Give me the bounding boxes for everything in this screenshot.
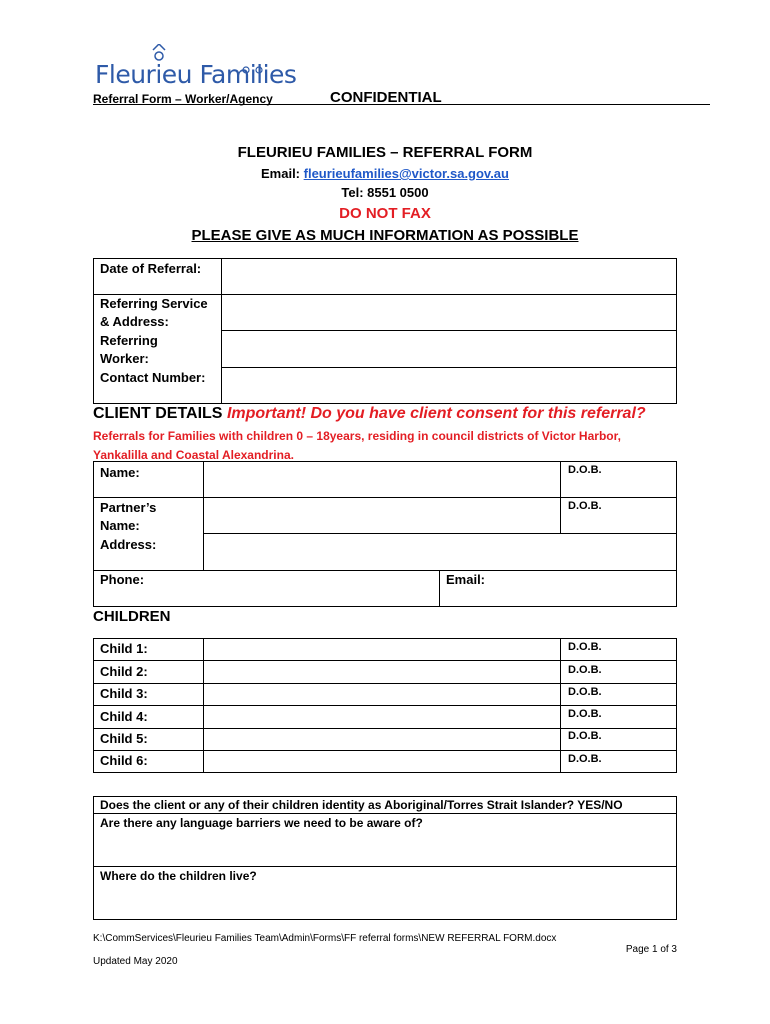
instructions: PLEASE GIVE AS MUCH INFORMATION AS POSSIBLE [191, 227, 579, 244]
contact-number-label: Contact Number: [100, 370, 206, 385]
date-of-referral-field[interactable] [222, 259, 676, 294]
client-phone-divider [439, 570, 440, 607]
aboriginal-question: Does the client or any of their children identity as Aboriginal/Torres Strait Islander? YES/NO [100, 798, 623, 812]
child-5-field[interactable] [204, 729, 559, 750]
child-3-dob-label: D.O.B. [568, 686, 602, 698]
updated-date: Updated May 2020 [93, 956, 178, 967]
language-answer-field[interactable] [94, 832, 676, 866]
child-4-field[interactable] [204, 706, 559, 728]
referring-service-label-1: Referring Service [100, 296, 208, 311]
client-email-label: Email: [446, 572, 486, 587]
client-name-field[interactable] [204, 462, 559, 497]
confidential-label: CONFIDENTIAL [330, 89, 442, 106]
child-4-label: Child 4: [100, 709, 148, 724]
page-number: Page 1 of 3 [625, 944, 677, 955]
children-live-field[interactable] [94, 886, 676, 919]
email-line [0, 166, 770, 181]
child-3-field[interactable] [204, 684, 559, 705]
email-label: Email: [261, 166, 301, 181]
tel-line: Tel: 8551 0500 [341, 185, 429, 200]
child-4-dob-label: D.O.B. [568, 708, 602, 720]
form-type: Referral Form – Worker/Agency [93, 92, 273, 106]
logo [93, 44, 298, 90]
child-3-label: Child 3: [100, 686, 148, 701]
referring-worker-field[interactable] [222, 331, 676, 367]
partner-name-label-2: Name: [100, 518, 140, 533]
contact-number-field[interactable] [222, 368, 676, 403]
child-2-field[interactable] [204, 661, 559, 683]
client-details-title: CLIENT DETAILS [93, 405, 223, 422]
consent-warning: Important! Do you have client consent for this referral? [226, 405, 646, 422]
partner-name-label-1: Partner’s [100, 500, 157, 515]
child-6-dob-label: D.O.B. [568, 753, 602, 765]
date-of-referral-label: Date of Referral: [100, 261, 202, 276]
client-name-label: Name: [100, 465, 140, 480]
eligibility-note: Referrals for Families with children 0 – 18years, residing in council districts of Victor Harbor, Yankalilla and Coastal Alexandrina. [93, 429, 621, 462]
child-2-dob-label: D.O.B. [568, 664, 602, 676]
page-title: FLEURIEU FAMILIES – REFERRAL FORM [237, 144, 533, 161]
partner-dob-label: D.O.B. [568, 500, 602, 512]
language-question: Are there any language barriers we need to be aware of? [100, 816, 423, 830]
referring-service-label-2: & Address: [100, 314, 169, 329]
client-details-heading [93, 405, 646, 423]
partner-name-field[interactable] [204, 498, 559, 533]
child-5-dob-label: D.O.B. [568, 730, 602, 742]
address-field[interactable] [204, 534, 676, 570]
referring-worker-label-2: Worker: [100, 351, 149, 366]
child-5-label: Child 5: [100, 731, 148, 746]
child-1-label: Child 1: [100, 641, 148, 656]
children-live-question: Where do the children live? [100, 869, 257, 883]
logo-text: Fleurieu Families [95, 60, 297, 89]
do-not-fax: DO NOT FAX [339, 205, 431, 222]
referring-service-field[interactable] [222, 295, 676, 330]
file-path: K:\CommServices\Fleurieu Families Team\Admin\Forms\FF referral forms\NEW REFERRAL FORM.docx [93, 933, 557, 944]
email-link[interactable]: fleurieufamilies@victor.sa.gov.au [303, 166, 509, 181]
phone-label: Phone: [100, 572, 145, 587]
child-1-field[interactable] [204, 639, 559, 660]
child-6-label: Child 6: [100, 753, 148, 768]
referring-worker-label-1: Referring [100, 333, 158, 348]
child-2-label: Child 2: [100, 664, 148, 679]
client-email-field[interactable] [500, 571, 676, 606]
phone-field[interactable] [204, 571, 439, 606]
children-heading: CHILDREN [93, 608, 171, 625]
child-6-field[interactable] [204, 751, 559, 772]
client-dob-label: D.O.B. [568, 464, 602, 476]
address-label: Address: [100, 537, 157, 552]
header-rule [93, 104, 710, 105]
child-1-dob-label: D.O.B. [568, 641, 602, 653]
